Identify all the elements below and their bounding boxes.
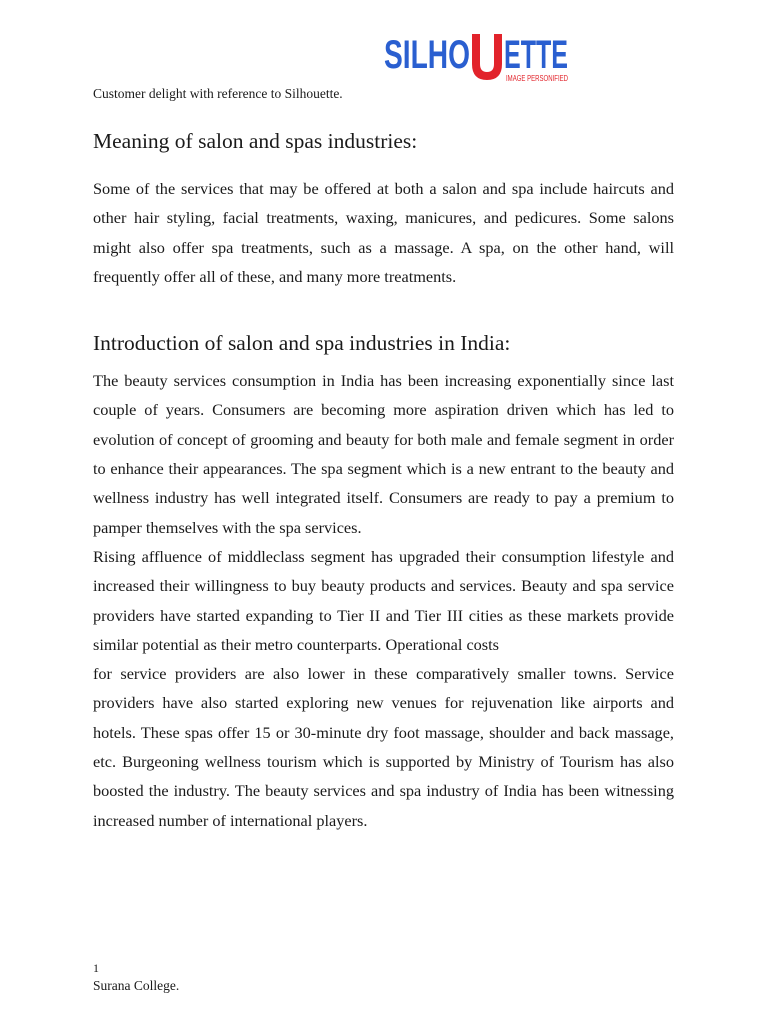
page-number: 1: [93, 961, 99, 975]
document-body: [93, 126, 674, 835]
svg-text:ETTE: ETTE: [504, 33, 568, 77]
paragraph-introduction-1: The beauty services consumption in India has been increasing exponentially since last couple of years. Consumers are becoming more aspiration driven which has led to evolution of concept of grooming and beauty for both male and female segment in order to enhance their appearances. The spa segment which is a new entrant to the beauty and wellness industry has well integrated itself. Consumers are ready to pay a premium to pamper themselves with the spa services.: [93, 371, 674, 537]
svg-text:SILHO: SILHO: [384, 33, 470, 77]
svg-text:IMAGE PERSONIFIED: IMAGE PERSONIFIED: [506, 73, 568, 83]
page-footer: [93, 960, 179, 994]
running-header: Customer delight with reference to Silhouette.: [93, 86, 343, 101]
paragraph-introduction-2: Rising affluence of middleclass segment has upgraded their consumption lifestyle and increased their willingness to buy beauty products and services. Beauty and spa service providers have started expanding to Tier II and Tier III cities as these markets provide similar potential as their metro counterparts. Operational costs: [93, 546, 674, 654]
silhouette-logo: [384, 24, 574, 86]
footer-text: Surana College.: [93, 978, 180, 993]
paragraph-meaning: Some of the services that may be offered at both a salon and spa include haircuts and other hair styling, facial treatments, waxing, manicures, and pedicures. Some salons might also offer spa treatments, such as a massage. A spa, on the other hand, will frequently offer all of these, and many more treatments.: [93, 179, 674, 286]
section-heading-meaning: Meaning of salon and spas industries:: [93, 129, 418, 153]
paragraph-introduction-3: for service providers are also lower in these comparatively smaller towns. Service providers have also started exploring new venues for rejuvenation like airports and hotels. These spas offer 15 or 30-minute dry foot massage, shoulder and back massage, etc. Burgeoning wellness tourism which is supported by Ministry of Tourism has also boosted the industry. The beauty services and spa industry of India has been witnessing increased number of international players.: [93, 664, 674, 830]
section-heading-introduction: Introduction of salon and spa industries in India:: [93, 331, 511, 356]
